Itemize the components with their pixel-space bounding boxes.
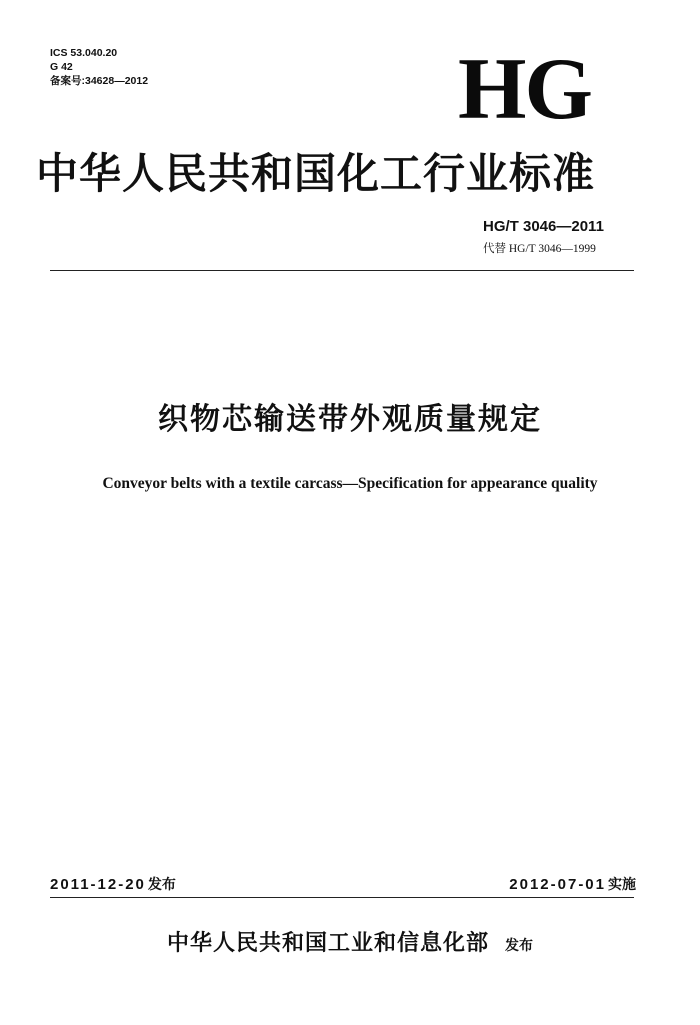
ics-code: ICS 53.040.20 bbox=[50, 47, 118, 59]
filing-number: 备案号:34628—2012 bbox=[50, 75, 149, 87]
standard-category-title: 中华人民共和国化工行业标准 bbox=[36, 149, 596, 198]
implementation-date-block bbox=[509, 875, 636, 895]
issue-label: 发布 bbox=[147, 877, 176, 893]
footer-divider bbox=[50, 897, 634, 898]
publisher-action: 发布 bbox=[505, 938, 533, 954]
issue-date-block bbox=[50, 875, 176, 895]
implementation-label: 实施 bbox=[608, 877, 636, 893]
document-title-chinese: 织物芯输送带外观质量规定 bbox=[158, 402, 542, 437]
ccs-code: G 42 bbox=[50, 61, 73, 73]
header-divider bbox=[50, 270, 634, 271]
document-title-english: Conveyor belts with a textile carcass—Specification for appearance quality bbox=[102, 475, 598, 492]
hg-logo: HG bbox=[458, 41, 591, 138]
classification-block bbox=[50, 46, 148, 88]
standard-number: HG/T 3046—2011 bbox=[483, 218, 604, 235]
issue-date: 2011-12-20 bbox=[50, 876, 146, 893]
publisher-name: 中华人民共和国工业和信息化部 bbox=[166, 930, 489, 956]
publisher-block bbox=[0, 929, 700, 960]
replaces-standard: 代替 HG/T 3046—1999 bbox=[483, 243, 596, 255]
implementation-date: 2012-07-01 bbox=[509, 876, 606, 893]
